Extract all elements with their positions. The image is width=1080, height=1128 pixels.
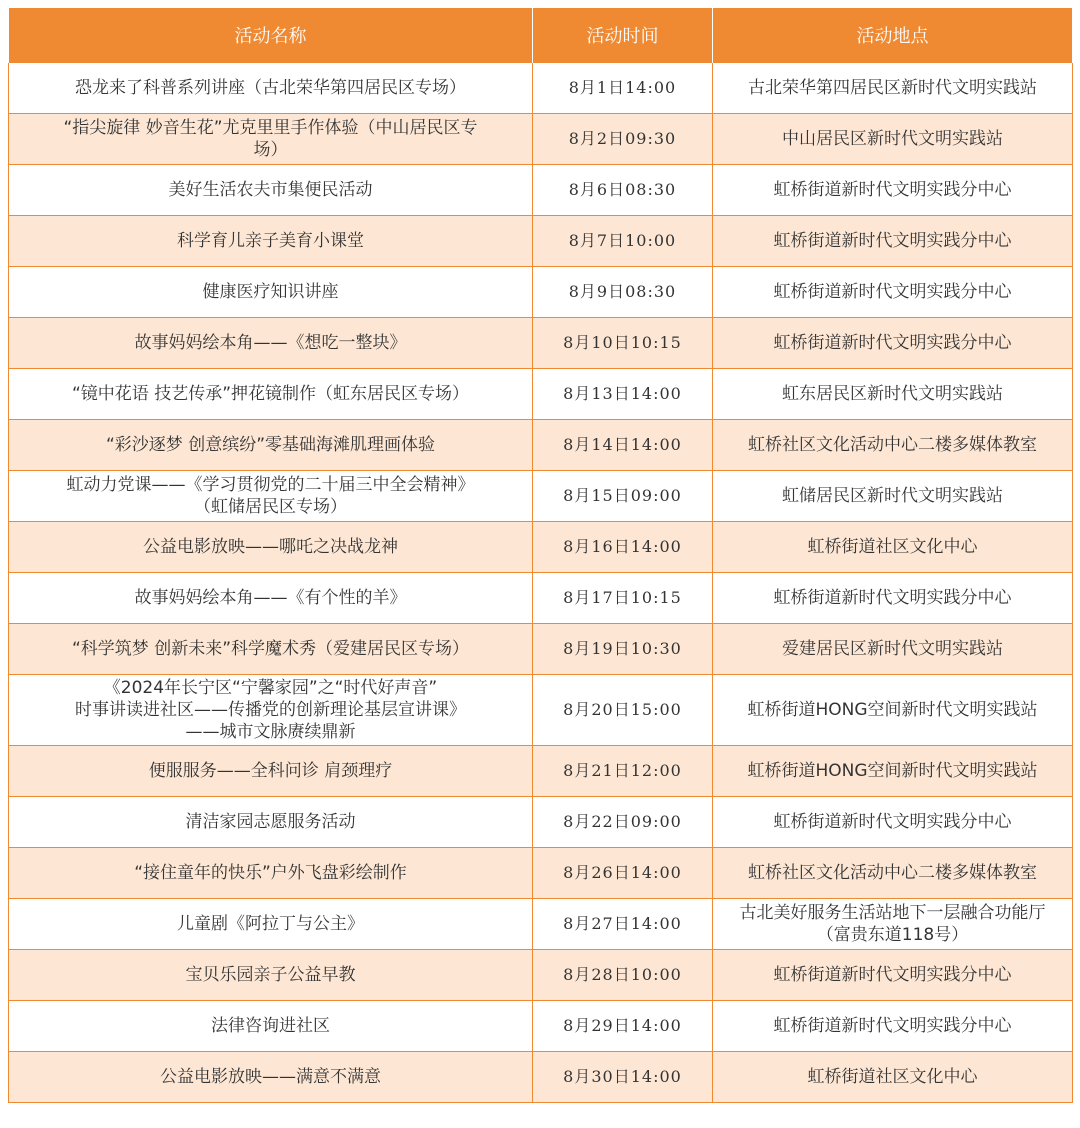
table-row	[9, 63, 1073, 114]
activity-time-cell: 8月14日14:00	[533, 420, 713, 471]
activity-time-cell: 8月16日14:00	[533, 522, 713, 573]
activity-place-cell	[713, 267, 1073, 318]
activity-name-line: 公益电影放映——满意不满意	[160, 1067, 381, 1087]
activity-name-cell	[9, 624, 533, 675]
activity-place-cell	[713, 797, 1073, 848]
activity-place-cell	[713, 675, 1073, 746]
activity-place-cell	[713, 216, 1073, 267]
table-row	[9, 899, 1073, 950]
activity-time-cell: 8月22日09:00	[533, 797, 713, 848]
activity-place-cell	[713, 114, 1073, 165]
activity-time-cell: 8月1日14:00	[533, 63, 713, 114]
activity-name-line: “指尖旋律 妙音生花”尤克里里手作体验（中山居民区专	[63, 118, 478, 138]
activity-place-line: 虹桥街道新时代文明实践分中心	[773, 180, 1012, 200]
activity-name-cell	[9, 899, 533, 950]
activity-place-line: 中山居民区新时代文明实践站	[782, 129, 1003, 149]
activity-place-line: 虹桥街道新时代文明实践分中心	[773, 965, 1012, 985]
activity-place-cell	[713, 165, 1073, 216]
table-row	[9, 573, 1073, 624]
activity-place-cell	[713, 1052, 1073, 1103]
activity-time-cell: 8月7日10:00	[533, 216, 713, 267]
activity-name-line: 儿童剧《阿拉丁与公主》	[177, 914, 364, 934]
activity-time-cell: 8月2日09:30	[533, 114, 713, 165]
table-row	[9, 420, 1073, 471]
table-row	[9, 216, 1073, 267]
activity-name-line: 故事妈妈绘本角——《想吃一整块》	[134, 333, 407, 353]
activity-place-cell	[713, 746, 1073, 797]
table-header-row	[9, 8, 1073, 63]
activity-time-cell: 8月17日10:15	[533, 573, 713, 624]
table-row	[9, 1052, 1073, 1103]
activity-place-cell	[713, 848, 1073, 899]
table-row	[9, 950, 1073, 1001]
activity-name-cell	[9, 1001, 533, 1052]
activity-name-line: 场）	[253, 140, 288, 160]
activity-place-cell	[713, 420, 1073, 471]
activity-place-cell	[713, 63, 1073, 114]
table-row	[9, 797, 1073, 848]
activity-place-line: 虹桥街道新时代文明实践分中心	[773, 1016, 1012, 1036]
activity-name-line: 《2024年长宁区“宁馨家园”之“时代好声音”	[103, 678, 438, 698]
header-activity-place: 活动地点	[713, 8, 1073, 63]
activity-place-line: 虹桥街道新时代文明实践分中心	[773, 812, 1012, 832]
table-row	[9, 624, 1073, 675]
activity-time-cell: 8月26日14:00	[533, 848, 713, 899]
activity-name-line: 健康医疗知识讲座	[202, 282, 339, 302]
activity-name-cell	[9, 950, 533, 1001]
activity-place-cell	[713, 950, 1073, 1001]
table-body	[9, 63, 1073, 1103]
activity-place-line: 虹桥街道社区文化中心	[807, 1067, 978, 1087]
activity-place-cell	[713, 624, 1073, 675]
activity-place-line: 虹桥街道新时代文明实践分中心	[773, 231, 1012, 251]
activity-name-line: “彩沙逐梦 创意缤纷”零基础海滩肌理画体验	[105, 435, 436, 455]
activity-time-cell: 8月21日12:00	[533, 746, 713, 797]
activity-name-cell	[9, 471, 533, 522]
activity-name-line: 故事妈妈绘本角——《有个性的羊》	[134, 588, 407, 608]
table-row	[9, 165, 1073, 216]
header-activity-time: 活动时间	[533, 8, 713, 63]
table-row	[9, 848, 1073, 899]
activity-time-cell: 8月6日08:30	[533, 165, 713, 216]
activity-place-line: 虹桥街道HONG空间新时代文明实践站	[747, 761, 1038, 781]
activity-name-line: “接住童年的快乐”户外飞盘彩绘制作	[134, 863, 407, 883]
activity-name-line: 清洁家园志愿服务活动	[185, 812, 356, 832]
table-row	[9, 675, 1073, 746]
activity-name-cell	[9, 318, 533, 369]
activity-place-line: 虹桥街道新时代文明实践分中心	[773, 333, 1012, 353]
activity-place-line: 爱建居民区新时代文明实践站	[782, 639, 1003, 659]
activity-place-line: 古北美好服务生活站地下一层融合功能厅	[739, 903, 1046, 923]
table-row	[9, 522, 1073, 573]
activity-time-cell: 8月9日08:30	[533, 267, 713, 318]
activity-name-line: 宝贝乐园亲子公益早教	[185, 965, 356, 985]
activity-time-cell: 8月30日14:00	[533, 1052, 713, 1103]
header-activity-name: 活动名称	[9, 8, 533, 63]
activity-place-line: 虹桥社区文化活动中心二楼多媒体教室	[748, 435, 1037, 455]
activity-place-line: 虹桥街道社区文化中心	[807, 537, 978, 557]
activity-name-cell	[9, 1052, 533, 1103]
activity-place-cell	[713, 522, 1073, 573]
activity-name-cell	[9, 63, 533, 114]
activity-name-cell	[9, 573, 533, 624]
activity-name-line: “镜中花语 技艺传承”押花镜制作（虹东居民区专场）	[71, 384, 470, 404]
activity-name-cell	[9, 848, 533, 899]
activity-place-cell	[713, 899, 1073, 950]
activity-time-cell: 8月13日14:00	[533, 369, 713, 420]
activity-place-line: 古北荣华第四居民区新时代文明实践站	[748, 78, 1037, 98]
activity-name-cell	[9, 522, 533, 573]
activity-place-line: 虹桥社区文化活动中心二楼多媒体教室	[748, 863, 1037, 883]
activity-name-line: （虹储居民区专场）	[194, 497, 347, 517]
activity-time-cell: 8月19日10:30	[533, 624, 713, 675]
activity-name-line: 虹动力党课——《学习贯彻党的二十届三中全会精神》	[66, 475, 475, 495]
table-row	[9, 369, 1073, 420]
activity-name-line: 科学育儿亲子美育小课堂	[177, 231, 364, 251]
activity-time-cell: 8月10日10:15	[533, 318, 713, 369]
table-row	[9, 318, 1073, 369]
table-row	[9, 746, 1073, 797]
activity-name-line: ——城市文脉赓续鼎新	[185, 722, 356, 742]
activity-time-cell: 8月27日14:00	[533, 899, 713, 950]
activity-place-cell	[713, 1001, 1073, 1052]
activity-time-cell: 8月29日14:00	[533, 1001, 713, 1052]
activity-time-cell: 8月28日10:00	[533, 950, 713, 1001]
table-row	[9, 1001, 1073, 1052]
activity-name-cell	[9, 165, 533, 216]
activity-place-cell	[713, 573, 1073, 624]
activity-place-cell	[713, 369, 1073, 420]
activity-place-line: 虹储居民区新时代文明实践站	[782, 486, 1003, 506]
activity-place-line: 虹东居民区新时代文明实践站	[782, 384, 1003, 404]
activity-name-cell	[9, 746, 533, 797]
activity-name-line: 便服服务——全科问诊 肩颈理疗	[148, 761, 393, 781]
activity-schedule-table	[8, 8, 1073, 1103]
activity-place-cell	[713, 471, 1073, 522]
activity-name-line: 法律咨询进社区	[211, 1016, 330, 1036]
activity-name-line: 时事讲读进社区——传播党的创新理论基层宣讲课》	[75, 700, 466, 720]
activity-place-line: 虹桥街道新时代文明实践分中心	[773, 282, 1012, 302]
activity-name-cell	[9, 369, 533, 420]
activity-name-cell	[9, 114, 533, 165]
activity-table-container	[8, 8, 1072, 1103]
activity-name-line: “科学筑梦 创新未来”科学魔术秀（爱建居民区专场）	[71, 639, 470, 659]
activity-name-line: 美好生活农夫市集便民活动	[168, 180, 373, 200]
activity-place-cell	[713, 318, 1073, 369]
activity-time-cell: 8月20日15:00	[533, 675, 713, 746]
table-row	[9, 114, 1073, 165]
activity-place-line: 虹桥街道新时代文明实践分中心	[773, 588, 1012, 608]
table-row	[9, 471, 1073, 522]
activity-name-cell	[9, 267, 533, 318]
activity-place-line: （富贵东道118号）	[816, 925, 969, 945]
activity-name-cell	[9, 675, 533, 746]
activity-name-line: 恐龙来了科普系列讲座（古北荣华第四居民区专场）	[75, 78, 466, 98]
activity-name-line: 公益电影放映——哪吒之决战龙神	[143, 537, 398, 557]
table-row	[9, 267, 1073, 318]
activity-name-cell	[9, 216, 533, 267]
activity-name-cell	[9, 797, 533, 848]
activity-place-line: 虹桥街道HONG空间新时代文明实践站	[747, 700, 1038, 720]
activity-name-cell	[9, 420, 533, 471]
activity-time-cell: 8月15日09:00	[533, 471, 713, 522]
